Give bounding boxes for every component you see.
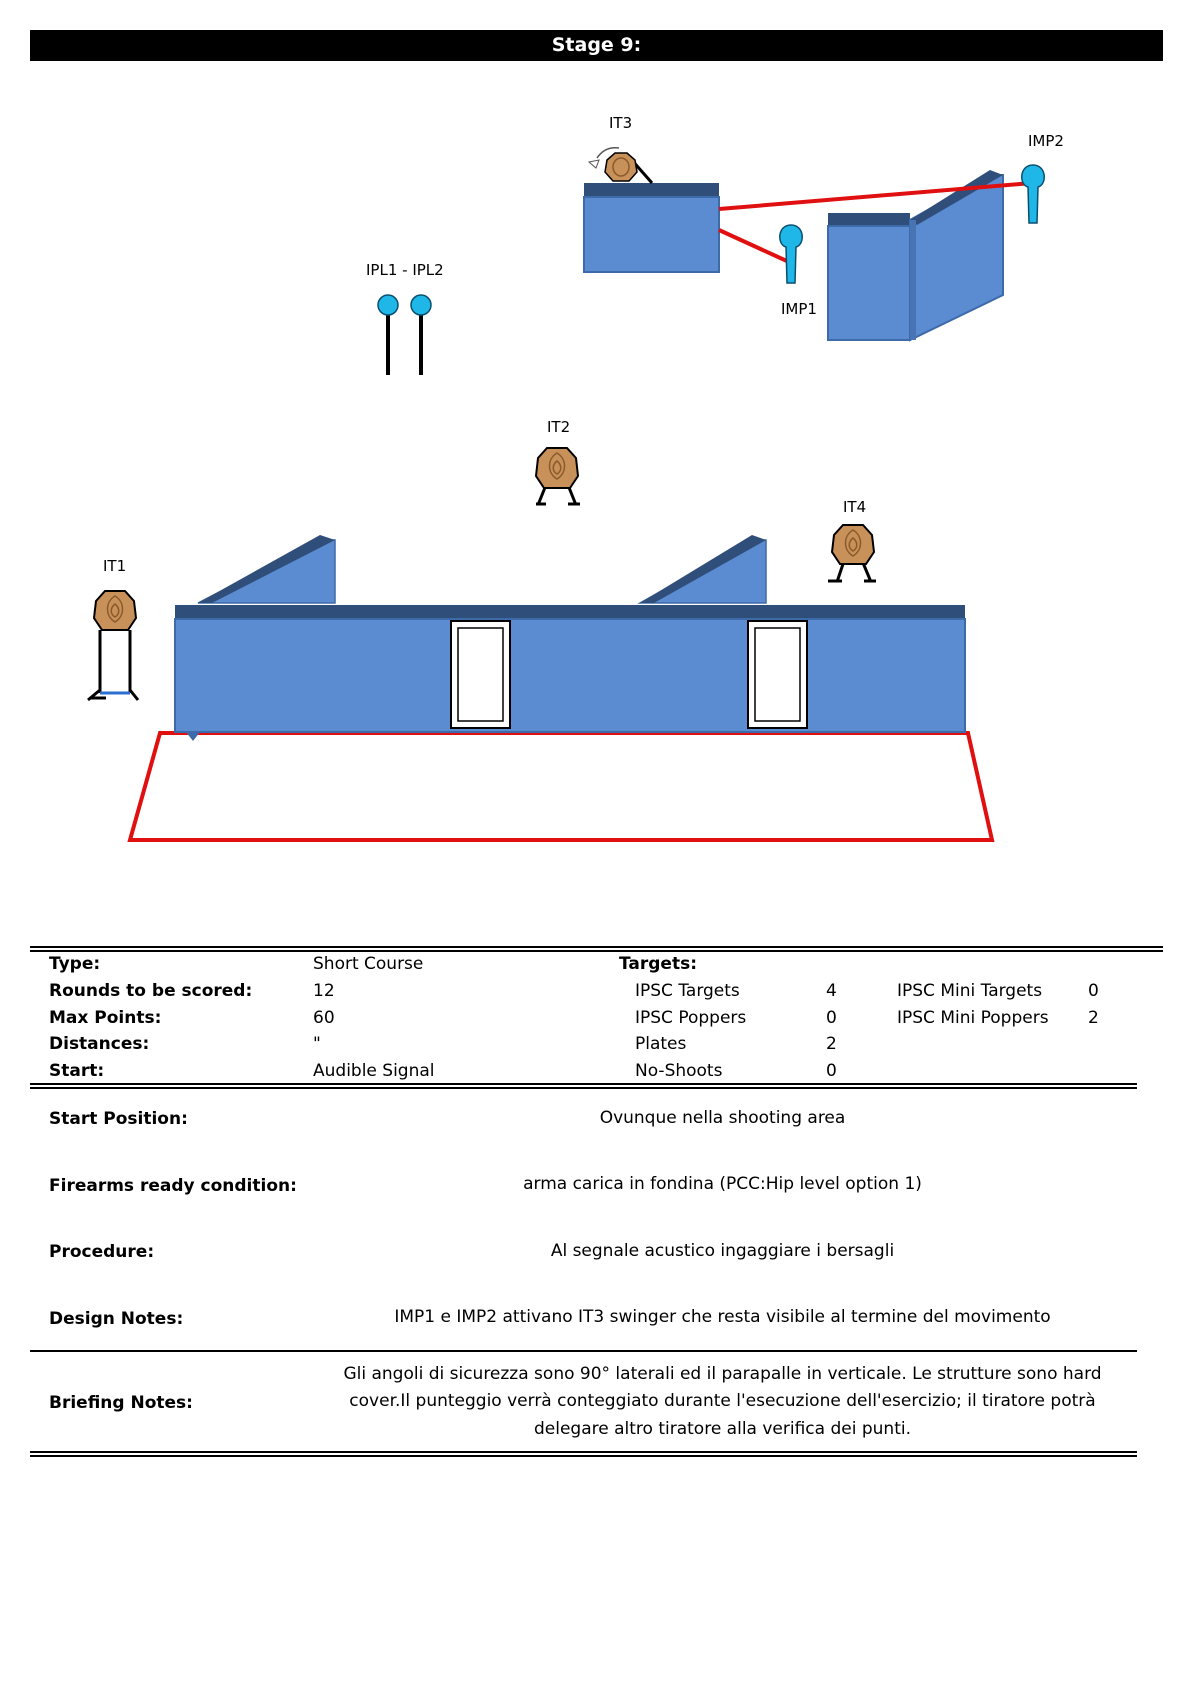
ipsc-poppers-label: IPSC Poppers [635,1008,747,1028]
ipsc-poppers-value: 0 [826,1008,837,1028]
main-wall [175,605,965,741]
activation-line-imp1 [719,230,789,262]
back-wall-left [198,535,335,603]
briefing-notes-label: Briefing Notes: [49,1393,193,1413]
start-position-label: Start Position: [49,1109,188,1129]
it3-swinger-target [589,148,652,183]
plates-value: 2 [826,1034,837,1054]
rounds-value: 12 [313,981,335,1001]
ipsc-targets-value: 4 [826,981,837,1001]
distances-label: Distances: [49,1034,150,1054]
briefing-notes-line1: Gli angoli di sicurezza sono 90° laterali ed il parapalle in verticale. Le strutture sono hard [343,1364,1102,1384]
noshoots-label: No-Shoots [635,1061,723,1081]
design-notes-value: IMP1 e IMP2 attivano IT3 swinger che resta visibile al termine del movimento [394,1307,1051,1327]
procedure-value: Al segnale acustico ingaggiare i bersagli [550,1241,895,1261]
it2-target [536,448,580,505]
label-imp1: IMP1 [781,300,817,318]
briefing-bottom-rule [30,1451,1137,1457]
mini-targets-value: 0 [1088,981,1099,1001]
briefing-top-rule [30,1350,1137,1352]
stage-title: Stage 9: [30,30,1163,61]
door-left [451,621,510,728]
label-ipl: IPL1 - IPL2 [366,261,444,279]
shooting-area-fault-line [130,733,992,840]
start-value: Audible Signal [313,1061,435,1081]
design-notes-label: Design Notes: [49,1309,184,1329]
firearms-label: Firearms ready condition: [49,1176,297,1196]
mini-poppers-label: IPSC Mini Poppers [897,1008,1049,1028]
it3-wall [584,183,719,272]
rounds-label: Rounds to be scored: [49,981,253,1001]
it1-target [88,591,138,700]
procedure-label: Procedure: [49,1242,155,1262]
right-barricade [828,170,1003,340]
ipl1-plate [378,295,398,375]
label-it2: IT2 [547,418,571,436]
plates-label: Plates [635,1034,687,1054]
type-value: Short Course [313,954,424,974]
info-bottom-rule [30,1083,1137,1089]
briefing-notes-line3: delegare altro tiratore alla verifica dei punti. [534,1419,911,1439]
type-label: Type: [49,954,101,974]
targets-label: Targets: [619,954,698,974]
mini-targets-label: IPSC Mini Targets [897,981,1043,1001]
info-top-rule [30,946,1163,952]
mini-poppers-value: 2 [1088,1008,1099,1028]
it4-target [828,525,876,582]
start-label: Start: [49,1061,105,1081]
door-right [748,621,807,728]
label-it3: IT3 [609,114,633,132]
label-it4: IT4 [843,498,867,516]
label-it1: IT1 [103,557,127,575]
firearms-value: arma carica in fondina (PCC:Hip level option 1) [523,1174,922,1194]
maxpoints-value: 60 [313,1008,335,1028]
briefing-notes-line2: cover.Il punteggio verrà conteggiato durante l'esecuzione dell'esercizio; il tiratore potrà [349,1391,1096,1411]
label-imp2: IMP2 [1028,132,1064,150]
back-wall-right [640,535,766,603]
distances-value: " [313,1034,321,1054]
noshoots-value: 0 [826,1061,837,1081]
imp1-mini-popper [780,225,802,283]
ipsc-targets-label: IPSC Targets [635,981,740,1001]
start-position-value: Ovunque nella shooting area [599,1108,846,1128]
maxpoints-label: Max Points: [49,1008,162,1028]
imp2-mini-popper [1022,165,1044,223]
ipl2-plate [411,295,431,375]
